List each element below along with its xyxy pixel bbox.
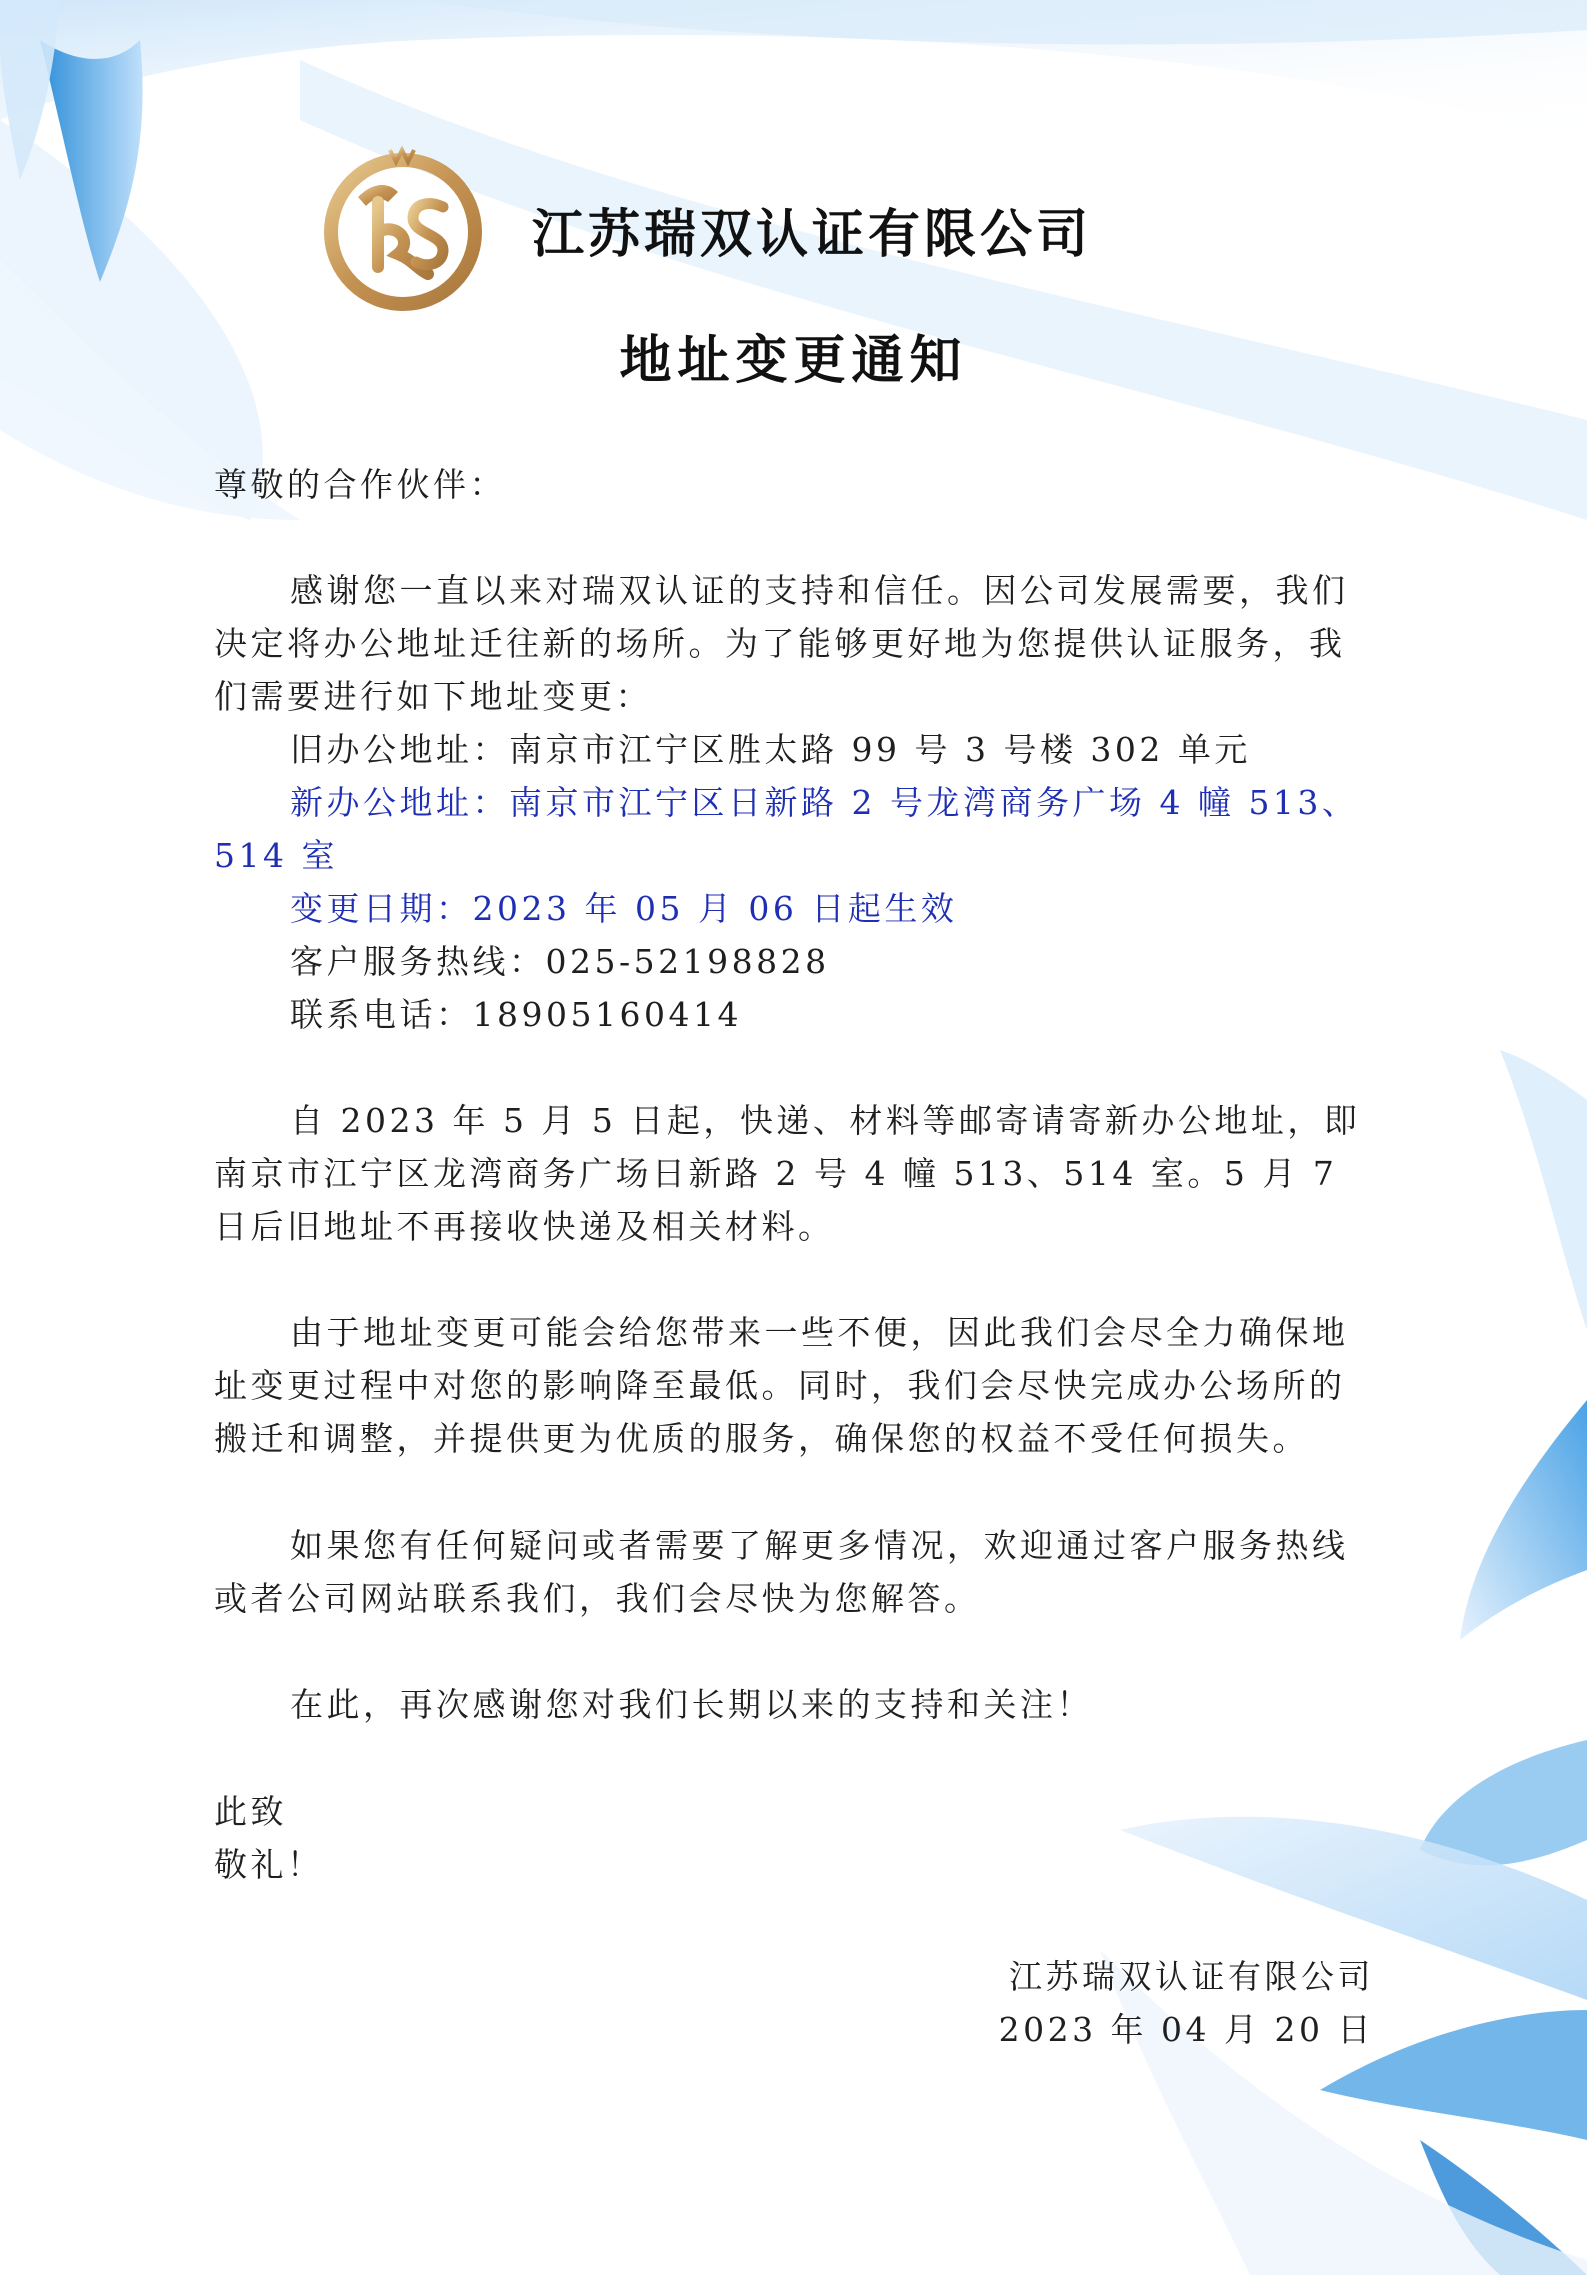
mailing-paragraph: 自 2023 年 5 月 5 日起，快递、材料等邮寄请寄新办公地址，即南京市江宁区龙湾商务广场日新路 2 号 4 幢 513、514 室。5 月 7 日后旧地址不再接收快递及相关材料。 bbox=[214, 1101, 1361, 1246]
service-hotline: 客户服务热线：025-52198828 bbox=[290, 942, 830, 981]
closing-block bbox=[214, 1785, 1374, 1891]
intro-paragraph: 感谢您一直以来对瑞双认证的支持和信任。因公司发展需要，我们决定将办公地址迁往新的场所。为了能够更好地为您提供认证服务，我们需要进行如下地址变更： bbox=[214, 571, 1349, 716]
salutation: 尊敬的合作伙伴： bbox=[214, 465, 506, 504]
signature-date: 2023 年 04 月 20 日 bbox=[998, 2010, 1374, 2049]
inconvenience-paragraph: 由于地址变更可能会给您带来一些不便，因此我们会尽全力确保地址变更过程中对您的影响降至最低。同时，我们会尽快完成办公场所的搬迁和调整，并提供更为优质的服务，确保您的权益不受任何损失。 bbox=[214, 1313, 1349, 1458]
company-logo-icon bbox=[318, 142, 488, 312]
closing-line-1: 此致 bbox=[214, 1792, 287, 1831]
notice-title-text: 地址变更通知 bbox=[619, 330, 968, 391]
closing-line-2: 敬礼！ bbox=[214, 1845, 324, 1884]
notice-title bbox=[0, 318, 1587, 393]
intro-section bbox=[214, 564, 1374, 1041]
contact-phone: 联系电话：18905160414 bbox=[290, 995, 742, 1034]
company-title: 江苏瑞双认证有限公司 bbox=[532, 204, 1093, 265]
thanks-paragraph: 在此，再次感谢您对我们长期以来的支持和关注！ bbox=[290, 1685, 1093, 1724]
change-date: 变更日期：2023 年 05 月 06 日起生效 bbox=[290, 889, 958, 928]
new-address: 新办公地址：南京市江宁区日新路 2 号龙湾商务广场 4 幢 513、514 室 bbox=[214, 783, 1359, 875]
signature-company: 江苏瑞双认证有限公司 bbox=[1009, 1957, 1374, 1996]
old-address: 旧办公地址：南京市江宁区胜太路 99 号 3 号楼 302 单元 bbox=[290, 730, 1251, 769]
inquiry-paragraph: 如果您有任何疑问或者需要了解更多情况，欢迎通过客户服务热线或者公司网站联系我们，我们会尽快为您解答。 bbox=[214, 1526, 1349, 1618]
